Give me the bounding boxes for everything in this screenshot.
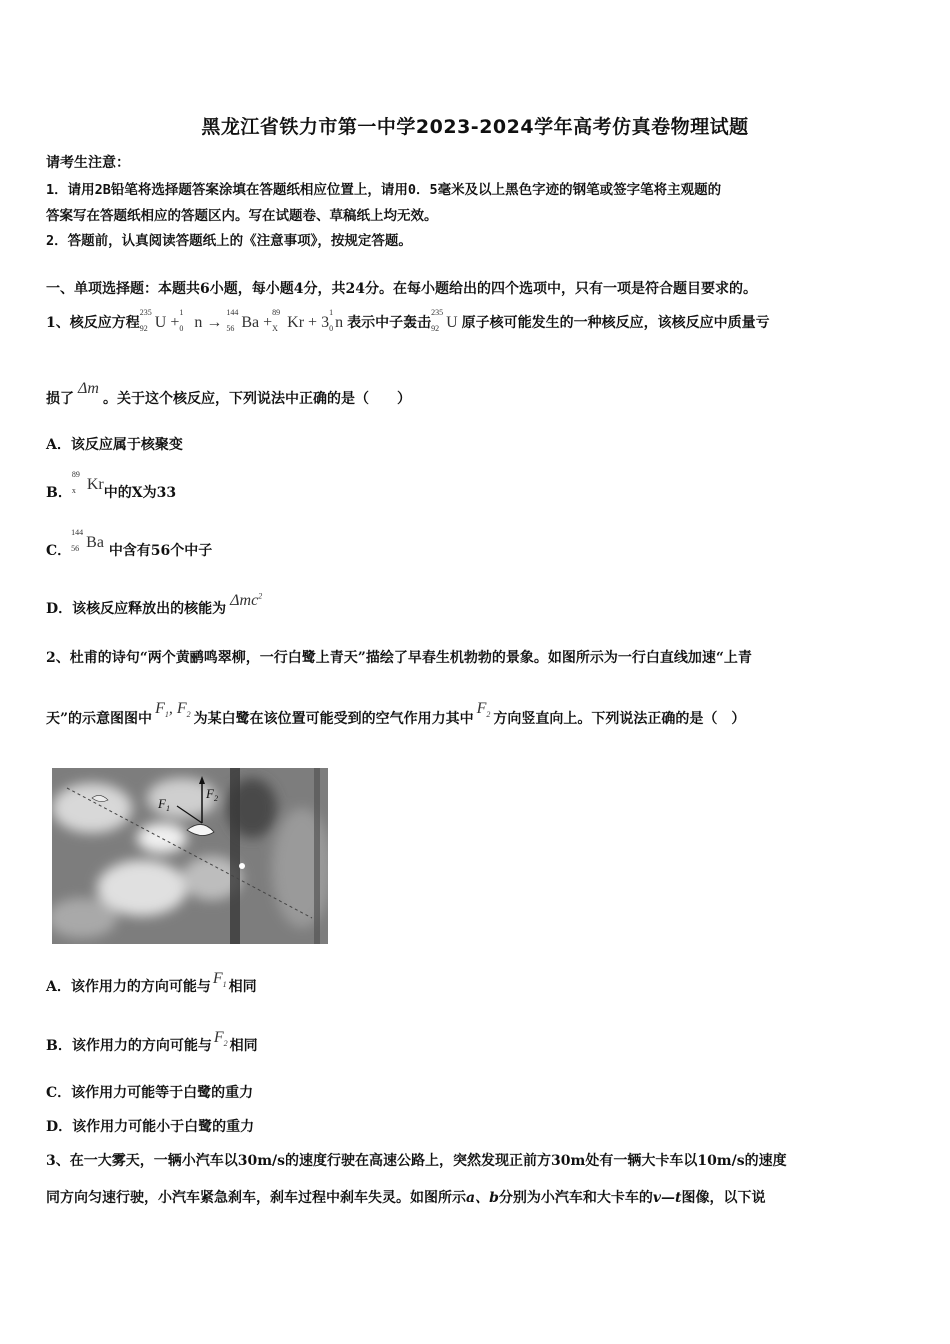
question-2-option-c: C．该作用力可能等于白鹭的重力: [46, 1085, 254, 1101]
question-1-mid: 表示中子轰击: [347, 315, 432, 331]
question-1-line-2: [46, 380, 411, 408]
question-2-option-a: A．该作用力的方向可能与 $F_1$ 相同: [46, 970, 257, 995]
question-1-line-1: [46, 308, 770, 333]
question-1-line-2-suffix: 。关于这个核反应，下列说法中正确的是（ ）: [102, 391, 411, 407]
question-2-option-b: B．该作用力的方向可能与 $F_2$ 相同: [46, 1029, 258, 1054]
photo-label-f1: $F_1$: [158, 796, 170, 813]
notice-item-1-line-1: 1．请用2B铅笔将选择题答案涂填在答题纸相应位置上，请用0．5毫米及以上黑色字迹的钢笔或签字笔将主观题的: [46, 182, 722, 198]
reaction-equation: 235 92 U + 1 0 n → 144 56 Ba + 89 X Kr + 3 1 0 n: [139, 308, 344, 333]
question-3-line-1: 3、在一大雾天，一辆小汽车以30m/s的速度行驶在高速公路上，突然发现正前方30m处有一辆大卡车以10m/s的速度: [46, 1153, 787, 1169]
question-2-option-d: D．该作用力可能小于白鹭的重力: [46, 1119, 255, 1135]
uranium-nucleus: 235 92 U: [431, 308, 458, 333]
question-2-line-2: 天”的示意图图中$F_1$, $F_2$ 为某白鹭在该位置可能受到的空气作用力其中$F_2$ 方向竖直向上。下列说法正确的是（ ）: [46, 700, 746, 727]
notice-item-2: 2．答题前，认真阅读答题纸上的《注意事项》，按规定答题。: [46, 233, 412, 249]
question-1-option-a: A．该反应属于核聚变: [46, 437, 183, 453]
egret-photo: [52, 768, 328, 944]
question-1-option-b: B． 89 x Kr中的X为33: [46, 470, 177, 501]
question-1-option-d: D．该核反应释放出的核能为 Δmc$^2$: [46, 591, 263, 617]
question-3-line-2: 同方向匀速行驶，小汽车紧急刹车，刹车过程中刹车失灵。如图所示a、b分别为小汽车和大卡车的v—t图像，以下说: [46, 1190, 766, 1206]
question-1-line-2-prefix: 损了: [46, 391, 74, 407]
notice-item-1-line-2: 答案写在答题纸相应的答题区内。写在试题卷、草稿纸上均无效。: [46, 208, 438, 224]
egret-illustration: [52, 768, 328, 944]
question-2-line-1: 2、杜甫的诗句“两个黄鹂鸣翠柳，一行白鹭上青天”描绘了早春生机勃勃的景象。如图所示为一行白直线加速“上青: [46, 650, 752, 666]
section-heading: 一、单项选择题：本题共6小题，每小题4分，共24分。在每小题给出的四个选项中，只有一项是符合题目要求的。: [46, 281, 757, 297]
mass-defect-symbol: Δm: [78, 380, 99, 397]
page-title: 黑龙江省铁力市第一中学2023-2024学年高考仿真卷物理试题: [201, 116, 749, 138]
question-1-prefix: 1、核反应方程: [46, 315, 140, 331]
question-1-option-c: C． 144 56 Ba 中含有56个中子: [46, 528, 213, 559]
notice-heading: 请考生注意：: [46, 155, 130, 171]
photo-label-f2: $F_2$: [206, 786, 218, 803]
question-1-suffix: 原子核可能发生的一种核反应，该核反应中质量亏: [461, 315, 770, 331]
